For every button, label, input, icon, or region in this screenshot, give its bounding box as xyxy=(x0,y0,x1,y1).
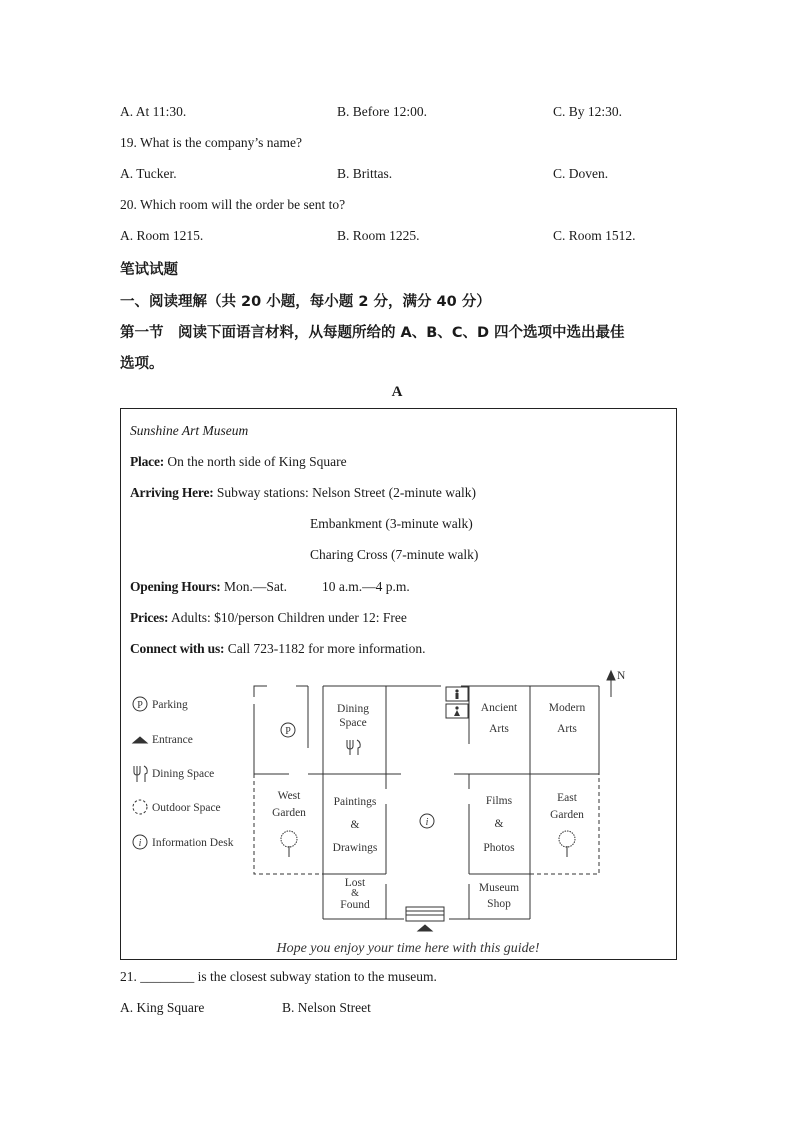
prices-value: Adults: $10/person Children under 12: Free xyxy=(170,610,407,625)
info-map-icon xyxy=(420,814,434,828)
q18-option-a: A. At 11:30. xyxy=(120,104,187,119)
q21-option-b: B. Nelson Street xyxy=(282,1000,371,1015)
arriving-label: Arriving Here: xyxy=(130,485,214,500)
modern-arts-label-1: Modern xyxy=(548,702,586,714)
building-walls xyxy=(254,686,599,919)
legend-info: Information Desk xyxy=(152,837,234,849)
place-value: On the north side of King Square xyxy=(167,454,347,469)
arriving-value-3: Charing Cross (7-minute walk) xyxy=(310,547,479,562)
q21-option-a: A. King Square xyxy=(120,1000,205,1015)
prices-row xyxy=(130,610,407,626)
place-row xyxy=(130,454,347,470)
hours-days: Mon.—Sat. xyxy=(223,579,287,594)
arriving-value-2: Embankment (3-minute walk) xyxy=(310,516,473,531)
museum-name: Sunshine Art Museum xyxy=(130,423,249,438)
films-label-3: Photos xyxy=(483,842,515,854)
museum-shop-label-2: Shop xyxy=(487,898,511,910)
q21-question: 21. ________ is the closest subway station to the museum. xyxy=(120,969,437,984)
svg-text:P: P xyxy=(137,700,143,711)
part1-heading: 一、阅读理解（共 20 小题，每小题 2 分，满分 40 分） xyxy=(120,294,491,310)
west-tree-icon xyxy=(281,831,297,857)
films-label-2: & xyxy=(494,818,504,830)
dining-room-label-1: Dining xyxy=(337,703,369,715)
ancient-arts-label-2: Arts xyxy=(489,723,509,735)
hours-label: Opening Hours: xyxy=(130,579,221,594)
instruction-line-2: 选项。 xyxy=(120,356,164,372)
north-arrow xyxy=(607,671,615,697)
hours-row xyxy=(130,579,287,595)
q20-option-a: A. Room 1215. xyxy=(120,228,204,243)
q19-option-a: A. Tucker. xyxy=(120,166,177,181)
restroom-icons xyxy=(454,689,460,716)
paintings-label-1: Paintings xyxy=(333,796,377,808)
entrance-legend-icon xyxy=(133,737,147,743)
outdoor-legend-icon xyxy=(133,800,147,814)
paintings-label-2: & xyxy=(350,819,360,831)
parking-map-icon xyxy=(281,723,295,737)
prices-label: Prices: xyxy=(130,610,169,625)
connect-row xyxy=(130,641,426,657)
museum-shop-label-1: Museum xyxy=(478,882,520,894)
q20-option-c: C. Room 1512. xyxy=(553,228,636,243)
dining-map-icon xyxy=(347,740,360,755)
q20-question: 20. Which room will the order be sent to? xyxy=(120,197,346,212)
east-garden-label-1: East xyxy=(557,792,577,804)
north-label: N xyxy=(617,670,626,682)
q19-option-b: B. Brittas. xyxy=(337,166,393,181)
films-label-1: Films xyxy=(485,795,513,807)
legend-parking: Parking xyxy=(152,699,188,711)
connect-value: Call 723-1182 for more information. xyxy=(227,641,426,656)
west-garden-label-2: Garden xyxy=(272,807,306,819)
lost-found-label-2: & xyxy=(351,888,359,899)
info-legend-icon xyxy=(133,835,147,849)
connect-label: Connect with us: xyxy=(130,641,225,656)
west-garden-label-1: West xyxy=(277,790,301,802)
hours-time: 10 a.m.—4 p.m. xyxy=(322,579,410,594)
museum-guide-box xyxy=(120,408,677,960)
legend-outdoor: Outdoor Space xyxy=(152,802,221,814)
dining-legend-icon xyxy=(134,766,147,782)
svg-text:i: i xyxy=(425,817,429,828)
instruction-line-1: 第一节 阅读下面语言材料，从每题所给的 A、B、C、D 四个选项中选出最佳 xyxy=(120,325,625,341)
svg-text:P: P xyxy=(285,726,291,737)
q20-option-b: B. Room 1225. xyxy=(337,228,420,243)
lost-found-label-3: Found xyxy=(340,899,370,911)
q18-option-b: B. Before 12:00. xyxy=(337,104,427,119)
parking-legend-icon xyxy=(133,697,147,711)
modern-arts-label-2: Arts xyxy=(557,723,577,735)
ancient-arts-label-1: Ancient xyxy=(480,702,518,714)
q19-question: 19. What is the company’s name? xyxy=(120,135,302,150)
entrance-stairs-icon xyxy=(406,907,444,931)
east-garden-label-2: Garden xyxy=(550,809,584,821)
map-caption: Hope you enjoy your time here with this guide! xyxy=(276,941,540,956)
arriving-row xyxy=(130,485,476,501)
lost-found-label-1: Lost xyxy=(344,877,366,889)
written-test-heading: 笔试试题 xyxy=(120,262,178,278)
legend-dining: Dining Space xyxy=(152,768,215,780)
place-label: Place: xyxy=(130,454,165,469)
q18-option-c: C. By 12:30. xyxy=(553,104,623,119)
arriving-value-1: Subway stations: Nelson Street (2-minute walk) xyxy=(216,485,477,500)
east-tree-icon xyxy=(559,831,575,857)
passage-letter: A xyxy=(391,384,403,400)
museum-floor-map xyxy=(121,664,676,959)
dining-room-label-2: Space xyxy=(339,717,367,729)
svg-text:i: i xyxy=(138,838,142,849)
q19-option-c: C. Doven. xyxy=(553,166,609,181)
legend-entrance: Entrance xyxy=(152,734,193,746)
paintings-label-3: Drawings xyxy=(332,842,378,854)
